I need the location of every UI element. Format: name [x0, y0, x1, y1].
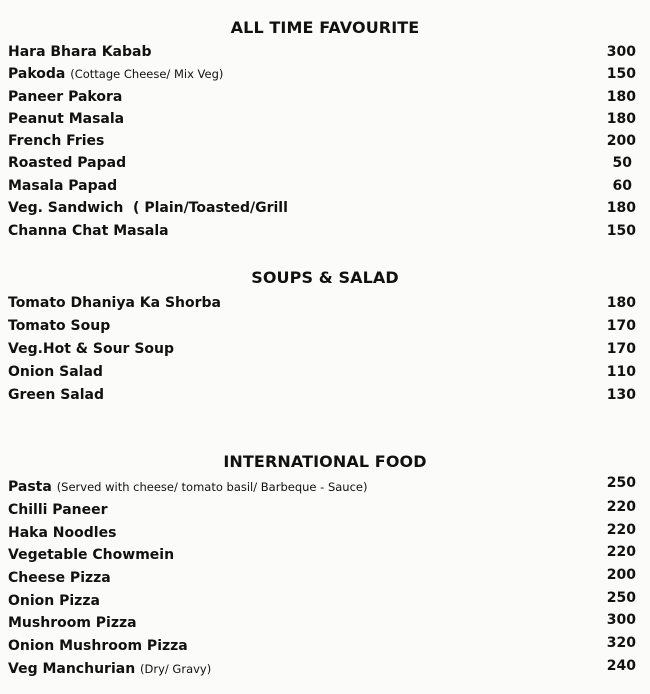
- item-name: Chilli Paneer: [8, 502, 108, 518]
- item-price: 170: [606, 318, 636, 334]
- item-name: Mushroom Pizza: [8, 615, 137, 631]
- menu-item: [8, 522, 636, 544]
- menu-item: [8, 292, 636, 314]
- item-name: Tomato Dhaniya Ka Shorba: [8, 295, 221, 311]
- item-name: Onion Mushroom Pizza: [8, 638, 188, 654]
- item-price: 220: [606, 499, 636, 515]
- item-price: 250: [606, 475, 636, 491]
- item-price: 180: [606, 89, 636, 105]
- menu-item: [8, 315, 636, 337]
- item-name: Peanut Masala: [8, 111, 125, 127]
- item-note: (Dry/ Gravy): [140, 662, 212, 676]
- item-note: (Served with cheese/ tomato basil/ Barbeque - Sauce): [56, 480, 368, 494]
- item-price: 180: [606, 295, 636, 311]
- menu-item: [8, 130, 636, 152]
- item-name: Cheese Pizza: [8, 570, 111, 586]
- item-price: 180: [606, 111, 636, 127]
- menu-item: [8, 197, 636, 219]
- menu-item: [8, 384, 636, 406]
- item-price: 150: [606, 223, 636, 239]
- menu-item: [8, 499, 636, 521]
- menu-item: [8, 41, 636, 63]
- menu-item: [8, 175, 636, 197]
- menu-item: [8, 152, 636, 174]
- item-price: 200: [606, 133, 636, 149]
- item-name: French Fries: [8, 133, 105, 149]
- item-note: (Cottage Cheese/ Mix Veg): [70, 67, 224, 81]
- menu-item: [8, 590, 636, 612]
- item-price: 170: [606, 341, 636, 357]
- item-name: Vegetable Chowmein: [8, 547, 175, 563]
- menu-item: [8, 658, 636, 680]
- menu-item: [8, 220, 636, 242]
- menu-item: [8, 567, 636, 589]
- item-name: Veg. Sandwich ( Plain/Toasted/Grill: [8, 200, 288, 216]
- menu-item: [8, 63, 636, 85]
- menu-item: [8, 612, 636, 634]
- item-name: Veg Manchurian (Dry/ Gravy): [8, 661, 212, 677]
- item-price: 130: [606, 387, 636, 403]
- item-price: 220: [606, 544, 636, 560]
- menu-item: [8, 544, 636, 566]
- item-price: 320: [606, 635, 636, 651]
- menu-item: [8, 635, 636, 657]
- menu-item: [8, 108, 636, 130]
- item-name: Masala Papad: [8, 178, 118, 194]
- item-price: 240: [606, 658, 636, 674]
- item-price: 50: [612, 155, 632, 171]
- item-price: 300: [606, 44, 636, 60]
- item-name: Channa Chat Masala: [8, 223, 169, 239]
- menu-item: [8, 338, 636, 360]
- section-title-soups-salad: SOUPS & SALAD: [251, 268, 399, 287]
- item-price: 60: [612, 178, 632, 194]
- item-name: Hara Bhara Kabab: [8, 44, 152, 60]
- item-name: Haka Noodles: [8, 525, 117, 541]
- item-price: 180: [606, 200, 636, 216]
- item-price: 220: [606, 522, 636, 538]
- menu-item: [8, 476, 636, 498]
- menu-item: [8, 86, 636, 108]
- item-price: 300: [606, 612, 636, 628]
- item-name: Pasta (Served with cheese/ tomato basil/ Barbeque - Sauce): [8, 479, 368, 495]
- item-name: Roasted Papad: [8, 155, 127, 171]
- item-price: 250: [606, 590, 636, 606]
- item-price: 110: [606, 364, 636, 380]
- item-name: Veg.Hot & Sour Soup: [8, 341, 175, 357]
- item-name: Onion Pizza: [8, 593, 100, 609]
- item-name: Onion Salad: [8, 364, 103, 380]
- item-name: Paneer Pakora: [8, 89, 123, 105]
- section-title-international-food: INTERNATIONAL FOOD: [223, 452, 427, 471]
- item-name: Green Salad: [8, 387, 105, 403]
- item-price: 150: [606, 66, 636, 82]
- item-price: 200: [606, 567, 636, 583]
- item-name: Pakoda (Cottage Cheese/ Mix Veg): [8, 66, 224, 82]
- item-name: Tomato Soup: [8, 318, 111, 334]
- section-title-all-time-favourite: ALL TIME FAVOURITE: [230, 18, 420, 37]
- menu-item: [8, 361, 636, 383]
